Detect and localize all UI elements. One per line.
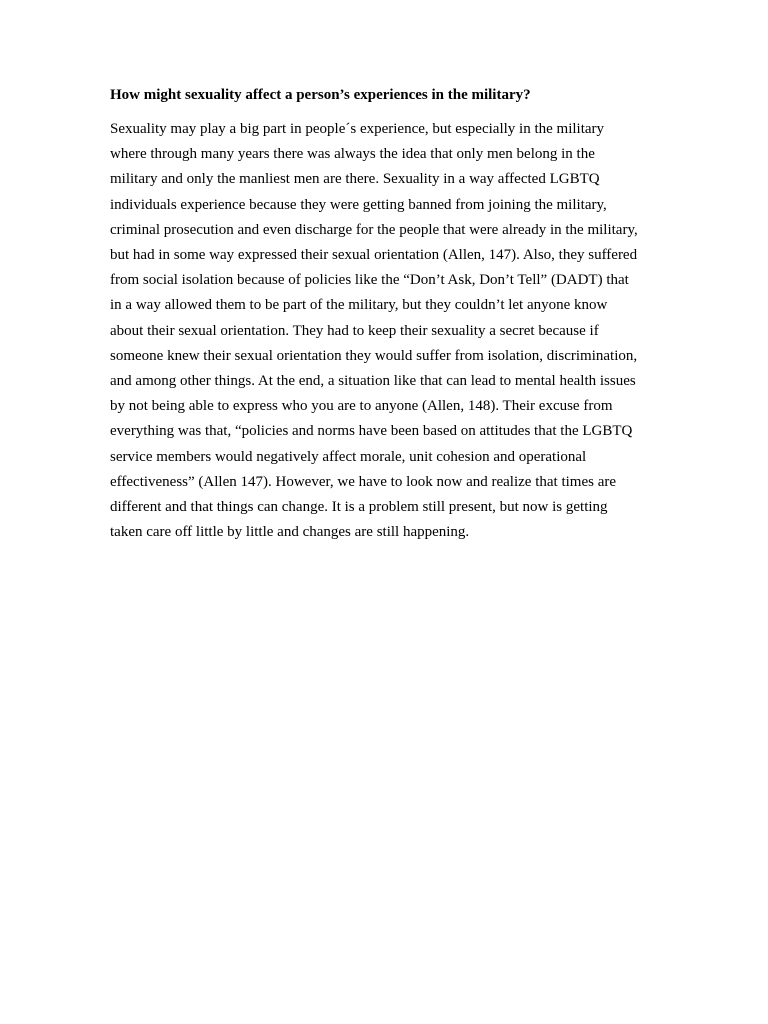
paragraph-line: where through many years there was always the idea that only men belong in the bbox=[110, 146, 595, 163]
paragraph-line: by not being able to express who you are to anyone (Allen, 148). Their excuse from bbox=[110, 398, 613, 415]
paragraph-line: from social isolation because of policies like the “Don’t Ask, Don’t Tell” (DADT) that bbox=[110, 272, 629, 289]
paragraph-line: service members would negatively affect morale, unit cohesion and operational bbox=[110, 448, 587, 465]
paragraph-line: and among other things. At the end, a situation like that can lead to mental health issues bbox=[110, 373, 636, 390]
paragraph-line: taken care off little by little and changes are still happening. bbox=[110, 524, 470, 541]
paragraph-line: Sexuality may play a big part in people´s experience, but especially in the military bbox=[110, 121, 605, 137]
question-heading: How might sexuality affect a person’s experiences in the military? bbox=[110, 87, 531, 103]
paragraph-line: everything was that, “policies and norms have been based on attitudes that the LGBTQ bbox=[110, 423, 633, 440]
paragraph-line: military and only the manliest men are there. Sexuality in a way affected LGBTQ bbox=[110, 171, 600, 188]
paragraph-line: criminal prosecution and even discharge for the people that were already in the military, bbox=[110, 221, 638, 238]
paragraph-line: in a way allowed them to be part of the military, but they couldn’t let anyone know bbox=[110, 297, 608, 314]
answer-paragraph bbox=[110, 117, 670, 545]
paragraph-line: individuals experience because they were getting banned from joining the military, bbox=[110, 196, 607, 213]
paragraph-line: different and that things can change. It is a problem still present, but now is getting bbox=[110, 499, 608, 516]
paragraph-line: about their sexual orientation. They had to keep their sexuality a secret because if bbox=[110, 322, 599, 339]
paragraph-line: effectiveness” (Allen 147). However, we have to look now and realize that times are bbox=[110, 473, 617, 490]
paragraph-line: someone knew their sexual orientation they would suffer from isolation, discrimination, bbox=[110, 347, 638, 364]
paragraph-line: but had in some way expressed their sexual orientation (Allen, 147). Also, they suffered bbox=[110, 247, 638, 264]
